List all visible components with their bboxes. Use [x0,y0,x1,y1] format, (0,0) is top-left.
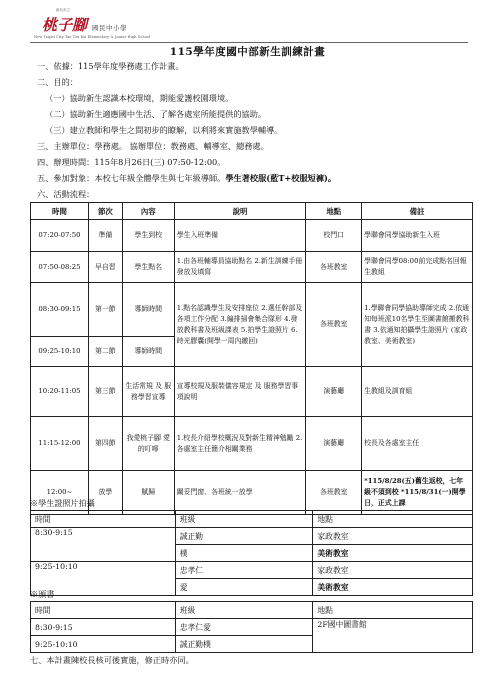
schedule-header-row [31,203,473,220]
col-time: 時間 [31,602,176,619]
cell-note: 校長及各處室主任 [362,417,473,471]
table-row [31,562,473,579]
cell-time: 10:20-11:05 [31,367,89,417]
cell-place: 美術教室 [313,545,473,562]
item-participants [37,173,336,184]
cell-time: 08:30-09:15 [31,283,89,337]
cell-desc: 學生入班準備 [174,220,306,252]
cell-desc: 1.由各班輔導員協助點名 2.新生訓練手冊發放及填寫 [174,252,306,283]
cell-place: 家政教室 [313,562,473,579]
cell-content: 導師時間 [122,337,174,367]
cell-class: 愛 [175,579,313,596]
item-basis: 一、依據：115學年度學務處工作計畫。 [37,61,184,71]
cell-note: 學聯會同學08:00前完成點名回報生教組 [362,252,473,283]
table-row [31,471,473,515]
cell-note: 學聯會同學協助新生入班 [362,220,473,252]
col-time: 時間 [31,203,89,220]
col-class: 班級 [175,511,313,528]
cell-content: 學生點名 [122,252,174,283]
award-table [30,601,473,653]
cell-content: 導師時間 [122,283,174,337]
col-place: 地點 [313,602,473,619]
table-row [31,283,473,337]
school-logo [40,10,88,36]
award-header-row [31,602,473,619]
cell-period: 放學 [88,471,122,515]
table-row [31,417,473,471]
cell-period: 準備 [88,220,122,252]
page-title: 115學年度國中部新生訓練計畫 [169,46,326,58]
table-row [31,252,473,283]
cell-time: 8:30-9:15 [31,619,176,636]
cell-place: 各班教室 [306,471,362,515]
col-place: 地點 [313,511,473,528]
cell-content: 我愛桃子腳 愛的叮嚀 [122,417,174,471]
col-note: 備註 [362,203,473,220]
cell-time: 9:25-10:10 [31,636,176,653]
uniform-note: 學生著校服(藍T+校服短褲)。 [225,173,337,183]
cell-time: 07:50-08:25 [31,252,89,283]
cell-period: 第四節 [88,417,122,471]
cell-place: 演藝廳 [306,367,362,417]
table-row [31,367,473,417]
item-date: 四、辦理時間：115年8月26日(三) 07:50-12:00。 [37,157,226,167]
cell-period: 第二節 [88,337,122,367]
col-class: 班級 [175,602,313,619]
col-period: 節次 [88,203,122,220]
cell-place: 校門口 [306,220,362,252]
cell-note: 1.學聯會同學協助導師完成 2.依通知每班派10名學生至圖書館搬教科書 3.依通知拍攝學生證照片 (家政教室、美術教室) [362,283,473,367]
table-row [31,619,473,636]
schedule-table [30,202,473,515]
col-desc: 說明 [174,203,306,220]
cell-period: 第三節 [88,367,122,417]
school-logo-icon [40,10,88,36]
table-row [31,528,473,545]
cell-place: 家政教室 [313,528,473,545]
school-name: 國民中小學 [92,24,127,32]
cell-desc: 1.點名認識學生及安排座位 2.選任幹部及各項工作分配 3.編排掃會集合隊形 4.發放教科書及班級課表 5.拍學生證照片 6.時光膠囊(開學一周內繳回) [174,283,306,367]
cell-time: 09:25-10:10 [31,337,89,367]
school-english-name: New Taipei City Tao Tzu Ksi Elementary & Junior High School [34,35,151,39]
photo-section-title: ※學生證照片拍攝 [30,498,95,508]
cell-place: 各班教室 [306,283,362,367]
cell-time: 8:30-9:15 [31,528,176,562]
photo-table [30,510,473,596]
col-content: 內容 [122,203,174,220]
item-organizer: 三、主辦單位：學務處。 協辦單位：教務處、輔導室、總務處。 [37,141,269,151]
participants-text: 五、參加對象：本校七年級全體學生與七年級導師。 [37,173,226,183]
purpose-2: （二）協助新生適應國中生活、了解各處室所能提供的協助。 [45,109,267,119]
cell-place: 2F國中圖書館 [313,619,473,653]
item-flow: 六、活動流程： [37,189,95,199]
col-time: 時間 [31,511,176,528]
closing-line: 七、本計畫陳校長核可後實施，修正時亦同。 [30,655,194,665]
cell-desc: 宣導校規及服裝儀容規定 及 服務學習事項說明 [174,367,306,417]
cell-period: 早自習 [88,252,122,283]
cell-content: 學生到校 [122,220,174,252]
cell-desc: 1.校長介紹學校概況及對新生精神勉勵 2.各處室主任簡介相關業務 [174,417,306,471]
svg-text:桃子腳: 桃子腳 [42,16,88,34]
cell-time: 07:20-07:50 [31,220,89,252]
cell-content: 賦歸 [122,471,174,515]
cell-class: 樸 [175,545,313,562]
col-place: 地點 [306,203,362,220]
cell-time: 12:00~ [31,471,89,515]
cell-note: *115/8/28(五)舊生返校，七年級不須到校 *115/8/31(一)開學日，正式上課 [362,471,473,515]
header-city-label: 新北市立 [56,8,70,12]
cell-time: 9:25-10:10 [31,562,176,596]
table-row [31,220,473,252]
header-divider [30,42,468,43]
cell-note: 生教組及訓育組 [362,367,473,417]
school-header [0,6,495,40]
purpose-1: （一）協助新生認識本校環境，期能愛護校園環境。 [45,93,234,103]
award-section-title: ※頒書 [30,589,55,599]
cell-content: 生活常規 及 服務學習宣導 [122,367,174,417]
cell-period: 第一節 [88,283,122,337]
photo-header-row [31,511,473,528]
cell-class: 忠孝仁愛 [175,619,313,636]
cell-class: 誠正勤樸 [175,636,313,653]
cell-place: 美術教室 [313,579,473,596]
item-purpose: 二、目的： [37,77,78,87]
cell-class: 誠正勤 [175,528,313,545]
cell-class: 忠孝仁 [175,562,313,579]
cell-place: 演藝廳 [306,417,362,471]
cell-place: 各班教室 [306,252,362,283]
purpose-3: （三）建立教師和學生之間初步的瞭解，以利將來實施教學輔導。 [45,125,283,135]
cell-time: 11:15-12:00 [31,417,89,471]
cell-desc: 關妥門窗、各班統一放學 [174,471,306,515]
